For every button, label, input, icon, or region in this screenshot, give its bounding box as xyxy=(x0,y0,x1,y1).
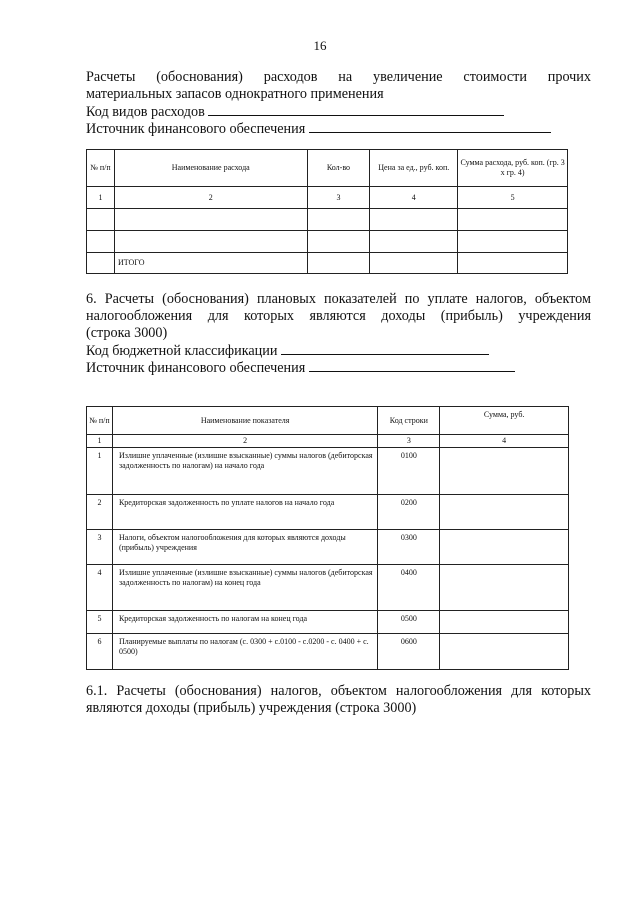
line-code: 0600 xyxy=(378,634,440,670)
section6-line3: (строка 3000) xyxy=(86,325,168,341)
col-number: 4 xyxy=(440,435,569,448)
indicator-name: Кредиторская задолженность по уплате налогов на начало года xyxy=(112,495,377,530)
table-row xyxy=(87,209,568,231)
budget-classification-blank xyxy=(281,342,489,355)
table-row xyxy=(87,495,569,530)
col-number: 3 xyxy=(307,187,370,209)
row-number: 2 xyxy=(87,495,113,530)
amount-cell xyxy=(440,448,569,495)
funding-source-label-1: Источник финансового обеспечения xyxy=(86,121,306,137)
amount-cell xyxy=(440,530,569,565)
header-expense-name: Наименование расхода xyxy=(114,150,307,187)
funding-source-blank-1 xyxy=(309,120,551,133)
amount-cell xyxy=(440,634,569,670)
funding-source-label-2: Источник финансового обеспечения xyxy=(86,360,306,376)
line-code: 0200 xyxy=(378,495,440,530)
table-header-row xyxy=(87,150,568,187)
indicator-name: Кредиторская задолженность по налогам на конец года xyxy=(112,611,377,634)
indicator-name: Излишне уплаченные (излишне взысканные) суммы налогов (дебиторская задолженность по налогам) на начало года xyxy=(112,448,377,495)
table-header-row xyxy=(87,407,569,435)
expense-code-label: Код видов расходов xyxy=(86,104,205,120)
col-number: 4 xyxy=(370,187,458,209)
amount-cell xyxy=(440,495,569,530)
budget-classification-label: Код бюджетной классификации xyxy=(86,343,278,359)
col-number: 2 xyxy=(114,187,307,209)
tax-indicators-table xyxy=(86,406,569,670)
funding-source-blank-2 xyxy=(309,359,515,372)
header-unit-price: Цена за ед., руб. коп. xyxy=(370,150,458,187)
indicator-name: Излишне уплаченные (излишне взысканные) суммы налогов (дебиторская задолженность по налогам) на конец года xyxy=(112,565,377,611)
line-code: 0300 xyxy=(378,530,440,565)
funding-source-field-1 xyxy=(86,120,551,138)
row-number: 3 xyxy=(87,530,113,565)
line-code: 0100 xyxy=(378,448,440,495)
expense-code-field xyxy=(86,103,504,121)
header-num: № п/п xyxy=(87,407,113,435)
row-number: 5 xyxy=(87,611,113,634)
col-number: 2 xyxy=(112,435,377,448)
indicator-name: Налоги, объектом налогообложения для которых являются доходы (прибыль) учреждения xyxy=(112,530,377,565)
page-number: 16 xyxy=(313,38,327,53)
total-row xyxy=(87,253,568,274)
table-row xyxy=(87,231,568,253)
line-code: 0500 xyxy=(378,611,440,634)
column-number-row xyxy=(87,187,568,209)
line-code: 0400 xyxy=(378,565,440,611)
total-label: ИТОГО xyxy=(114,253,307,274)
expense-table xyxy=(86,149,568,274)
expense-code-blank xyxy=(208,103,504,116)
section61-line1: 6.1. Расчеты (обоснования) налогов, объектом налогообложения для которых xyxy=(86,683,591,699)
row-number: 1 xyxy=(87,448,113,495)
header-amount: Сумма, руб. xyxy=(440,407,569,435)
table-row xyxy=(87,530,569,565)
table-row xyxy=(87,611,569,634)
col-number: 1 xyxy=(87,187,115,209)
section1-title-line1: Расчеты (обоснования) расходов на увеличение стоимости прочих xyxy=(86,69,591,85)
budget-classification-field xyxy=(86,342,489,360)
table-row xyxy=(87,448,569,495)
table-row xyxy=(87,565,569,611)
col-number: 5 xyxy=(458,187,568,209)
header-indicator-name: Наименование показателя xyxy=(112,407,377,435)
header-quantity: Кол-во xyxy=(307,150,370,187)
table-row xyxy=(87,634,569,670)
header-line-code: Код строки xyxy=(378,407,440,435)
amount-cell xyxy=(440,565,569,611)
funding-source-field-2 xyxy=(86,359,515,377)
header-expense-sum: Сумма расхода, руб. коп. (гр. 3 х гр. 4) xyxy=(458,150,568,187)
col-number: 1 xyxy=(87,435,113,448)
column-number-row xyxy=(87,435,569,448)
amount-cell xyxy=(440,611,569,634)
row-number: 4 xyxy=(87,565,113,611)
section6-line2: налогообложения для которых являются доходы (прибыль) учреждения xyxy=(86,308,591,324)
indicator-name: Планируемые выплаты по налогам (с. 0300 + с.0100 - с.0200 - с. 0400 + с. 0500) xyxy=(112,634,377,670)
header-num: № п/п xyxy=(87,150,115,187)
col-number: 3 xyxy=(378,435,440,448)
section61-line2: являются доходы (прибыль) учреждения (строка 3000) xyxy=(86,700,417,716)
section6-line1: 6. Расчеты (обоснования) плановых показателей по уплате налогов, объектом xyxy=(86,291,591,307)
row-number: 6 xyxy=(87,634,113,670)
section1-title-line2: материальных запасов однократного применения xyxy=(86,86,384,102)
